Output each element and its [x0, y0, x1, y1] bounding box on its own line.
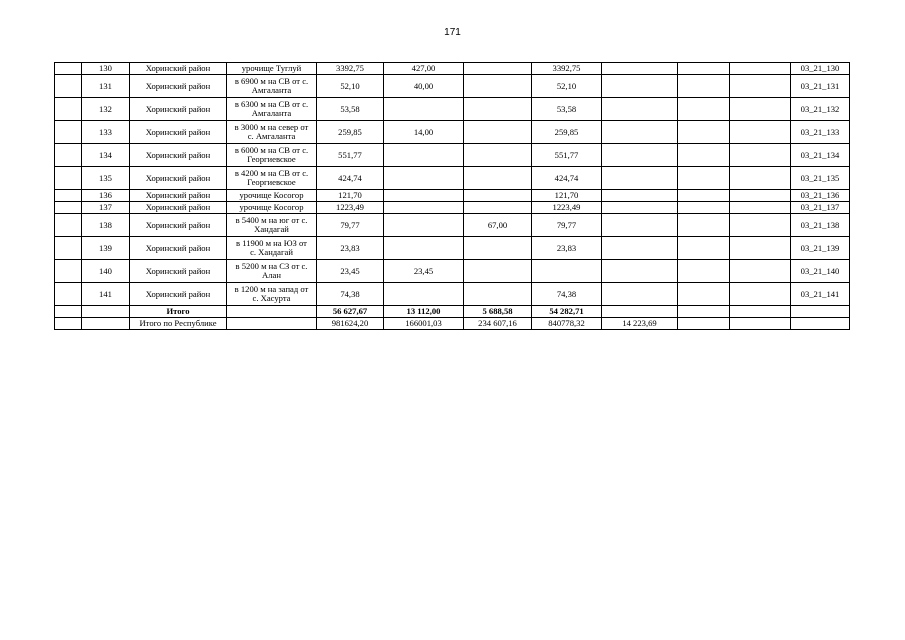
blank-cell [55, 167, 82, 190]
value-cell [464, 260, 532, 283]
value-cell: 52,10 [532, 75, 602, 98]
table-row [55, 167, 850, 190]
blank-cell [82, 318, 130, 330]
republic-total-value-cell: 234 607,16 [464, 318, 532, 330]
value-cell [678, 283, 730, 306]
value-cell [730, 144, 791, 167]
table-row [55, 63, 850, 75]
location-cell: в 5400 м на юг от с. Хандагай [227, 214, 317, 237]
value-cell [384, 214, 464, 237]
location-cell: в 11900 м на ЮЗ от с. Хандагай [227, 237, 317, 260]
blank-cell [55, 190, 82, 202]
value-cell [602, 202, 678, 214]
value-cell [384, 167, 464, 190]
value-cell: 79,77 [532, 214, 602, 237]
value-cell [464, 98, 532, 121]
value-cell: 23,45 [317, 260, 384, 283]
page-number: 171 [444, 27, 461, 38]
republic-total-value-cell: 14 223,69 [602, 318, 678, 330]
republic-total-label-cell: Итого по Республике [130, 318, 227, 330]
value-cell: 23,83 [317, 237, 384, 260]
value-cell [384, 283, 464, 306]
value-cell [730, 167, 791, 190]
code-cell: 03_21_140 [791, 260, 850, 283]
blank-cell [791, 306, 850, 318]
value-cell [602, 121, 678, 144]
value-cell [384, 202, 464, 214]
code-cell: 03_21_136 [791, 190, 850, 202]
district-cell: Хоринский район [130, 237, 227, 260]
row-number-cell: 140 [82, 260, 130, 283]
republic-total-value-cell: 166001,03 [384, 318, 464, 330]
total-value-cell: 5 688,58 [464, 306, 532, 318]
code-cell: 03_21_132 [791, 98, 850, 121]
blank-cell [55, 63, 82, 75]
blank-cell [55, 202, 82, 214]
table-row [55, 75, 850, 98]
value-cell [602, 144, 678, 167]
row-number-cell: 132 [82, 98, 130, 121]
value-cell [730, 237, 791, 260]
district-cell: Хоринский район [130, 190, 227, 202]
row-number-cell: 136 [82, 190, 130, 202]
value-cell: 40,00 [384, 75, 464, 98]
row-number-cell: 134 [82, 144, 130, 167]
value-cell: 1223,49 [317, 202, 384, 214]
blank-cell [678, 318, 730, 330]
blank-cell [55, 214, 82, 237]
blank-cell [730, 318, 791, 330]
value-cell: 74,38 [317, 283, 384, 306]
value-cell [384, 98, 464, 121]
value-cell [602, 167, 678, 190]
value-cell [678, 75, 730, 98]
value-cell: 424,74 [532, 167, 602, 190]
value-cell [464, 283, 532, 306]
value-cell [678, 144, 730, 167]
location-cell: в 5200 м на СЗ от с. Алан [227, 260, 317, 283]
republic-total-row [55, 318, 850, 330]
code-cell: 03_21_133 [791, 121, 850, 144]
table-row [55, 98, 850, 121]
table-row [55, 260, 850, 283]
value-cell [730, 202, 791, 214]
district-cell: Хоринский район [130, 98, 227, 121]
value-cell: 23,45 [384, 260, 464, 283]
republic-total-value-cell: 840778,32 [532, 318, 602, 330]
location-cell: в 6000 м на СВ от с. Георгиевское [227, 144, 317, 167]
value-cell: 259,85 [532, 121, 602, 144]
location-cell: урочище Косогор [227, 202, 317, 214]
blank-cell [55, 98, 82, 121]
data-table [54, 62, 850, 330]
district-cell: Хоринский район [130, 283, 227, 306]
blank-cell [55, 283, 82, 306]
value-cell: 74,38 [532, 283, 602, 306]
value-cell: 551,77 [317, 144, 384, 167]
value-cell: 551,77 [532, 144, 602, 167]
row-number-cell: 139 [82, 237, 130, 260]
district-cell: Хоринский район [130, 202, 227, 214]
location-cell: в 6900 м на СВ от с. Амгаланта [227, 75, 317, 98]
district-cell: Хоринский район [130, 63, 227, 75]
value-cell [464, 63, 532, 75]
total-label-cell: Итого [130, 306, 227, 318]
blank-cell [55, 260, 82, 283]
code-cell: 03_21_141 [791, 283, 850, 306]
value-cell [730, 63, 791, 75]
value-cell [678, 202, 730, 214]
value-cell [678, 121, 730, 144]
value-cell [678, 63, 730, 75]
value-cell: 121,70 [317, 190, 384, 202]
total-value-cell: 56 627,67 [317, 306, 384, 318]
value-cell: 424,74 [317, 167, 384, 190]
blank-cell [55, 237, 82, 260]
value-cell [730, 98, 791, 121]
location-cell: в 3000 м на север от с. Амгаланта [227, 121, 317, 144]
blank-cell [227, 306, 317, 318]
value-cell [730, 190, 791, 202]
value-cell [464, 190, 532, 202]
table-row [55, 214, 850, 237]
value-cell: 53,58 [532, 98, 602, 121]
value-cell [602, 98, 678, 121]
value-cell [464, 144, 532, 167]
value-cell: 3392,75 [317, 63, 384, 75]
value-cell [464, 121, 532, 144]
blank-cell [55, 318, 82, 330]
blank-cell [227, 318, 317, 330]
blank-cell [791, 318, 850, 330]
value-cell [730, 75, 791, 98]
row-number-cell: 137 [82, 202, 130, 214]
value-cell [678, 214, 730, 237]
code-cell: 03_21_135 [791, 167, 850, 190]
row-number-cell: 130 [82, 63, 130, 75]
value-cell [602, 214, 678, 237]
value-cell: 23,83 [532, 237, 602, 260]
blank-cell [82, 306, 130, 318]
table-row [55, 190, 850, 202]
code-cell: 03_21_131 [791, 75, 850, 98]
code-cell: 03_21_130 [791, 63, 850, 75]
location-cell: в 6300 м на СВ от с. Амгаланта [227, 98, 317, 121]
table-row [55, 144, 850, 167]
value-cell [464, 167, 532, 190]
row-number-cell: 135 [82, 167, 130, 190]
table-row [55, 283, 850, 306]
code-cell: 03_21_138 [791, 214, 850, 237]
blank-cell [55, 144, 82, 167]
value-cell [602, 190, 678, 202]
value-cell [730, 214, 791, 237]
value-cell [678, 237, 730, 260]
row-number-cell: 141 [82, 283, 130, 306]
value-cell [602, 260, 678, 283]
value-cell [678, 167, 730, 190]
value-cell [602, 237, 678, 260]
row-number-cell: 133 [82, 121, 130, 144]
total-value-cell: 13 112,00 [384, 306, 464, 318]
table-row [55, 202, 850, 214]
blank-cell [55, 306, 82, 318]
row-number-cell: 138 [82, 214, 130, 237]
republic-total-value-cell: 981624,20 [317, 318, 384, 330]
location-cell: урочище Туглуй [227, 63, 317, 75]
blank-cell [55, 121, 82, 144]
value-cell [532, 260, 602, 283]
value-cell [384, 144, 464, 167]
blank-cell [602, 306, 678, 318]
value-cell [602, 75, 678, 98]
total-value-cell: 54 282,71 [532, 306, 602, 318]
row-number-cell: 131 [82, 75, 130, 98]
value-cell [464, 237, 532, 260]
value-cell: 14,00 [384, 121, 464, 144]
value-cell: 67,00 [464, 214, 532, 237]
blank-cell [55, 75, 82, 98]
value-cell [602, 63, 678, 75]
value-cell [730, 121, 791, 144]
district-cell: Хоринский район [130, 260, 227, 283]
blank-cell [730, 306, 791, 318]
value-cell [678, 190, 730, 202]
total-row [55, 306, 850, 318]
district-cell: Хоринский район [130, 75, 227, 98]
district-cell: Хоринский район [130, 214, 227, 237]
value-cell [602, 283, 678, 306]
value-cell: 121,70 [532, 190, 602, 202]
value-cell [730, 260, 791, 283]
code-cell: 03_21_134 [791, 144, 850, 167]
value-cell [678, 260, 730, 283]
value-cell: 259,85 [317, 121, 384, 144]
value-cell [384, 190, 464, 202]
code-cell: 03_21_137 [791, 202, 850, 214]
value-cell: 427,00 [384, 63, 464, 75]
district-cell: Хоринский район [130, 167, 227, 190]
value-cell [678, 98, 730, 121]
value-cell: 53,58 [317, 98, 384, 121]
value-cell [464, 75, 532, 98]
value-cell: 3392,75 [532, 63, 602, 75]
value-cell: 79,77 [317, 214, 384, 237]
district-cell: Хоринский район [130, 121, 227, 144]
code-cell: 03_21_139 [791, 237, 850, 260]
table-row [55, 121, 850, 144]
location-cell: в 4200 м на СВ от с. Георгиевское [227, 167, 317, 190]
value-cell [384, 237, 464, 260]
location-cell: урочище Косогор [227, 190, 317, 202]
blank-cell [678, 306, 730, 318]
table-body [55, 63, 850, 330]
district-cell: Хоринский район [130, 144, 227, 167]
value-cell [464, 202, 532, 214]
table-row [55, 237, 850, 260]
value-cell [730, 283, 791, 306]
value-cell: 1223,49 [532, 202, 602, 214]
value-cell: 52,10 [317, 75, 384, 98]
location-cell: в 1200 м на запад от с. Хасурта [227, 283, 317, 306]
